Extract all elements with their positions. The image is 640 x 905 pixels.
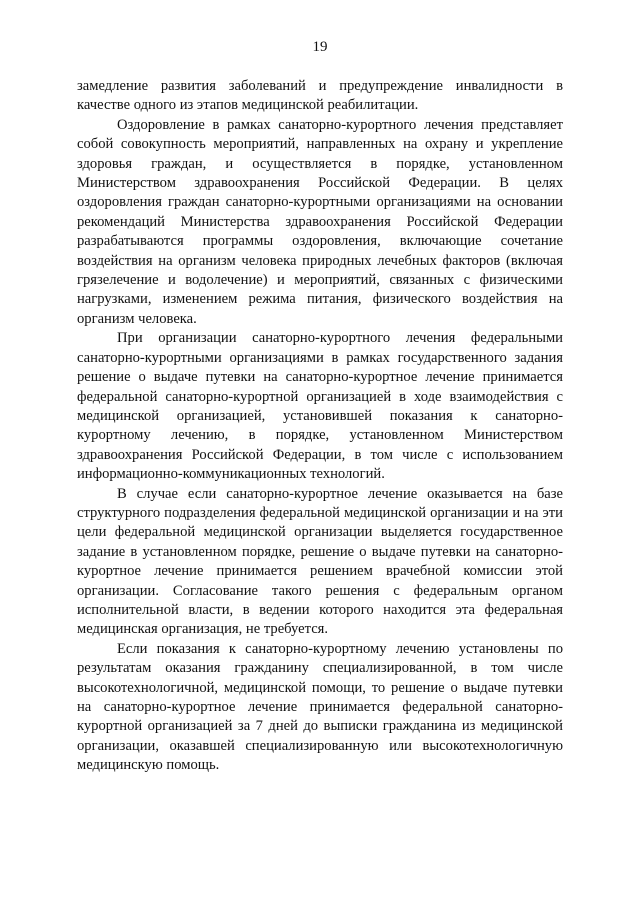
page-number: 19 [312,39,328,55]
paragraph-specialized-care: Если показания к санаторно-курортному лечению установлены по результатам оказания гражданину специализированной, в том числе высокотехнологичной, медицинской помощи, то решение о выдаче путевки на санаторно-курортное лечение принимается федеральной санаторно-курортной организацией за 7 дней до выписки гражданина из медицинской организации, оказавшей специализированную или высокотехнологичную медицинскую помощь. [77,640,563,774]
document-body [77,77,563,776]
paragraph-health-improvement: Оздоровление в рамках санаторно-курортного лечения представляет собой совокупность мероприятий, направленных на охрану и укрепление здоровья граждан, и осуществляется в порядке, установленном Министерством здравоохранения Российской Федерации. В целях оздоровления граждан санаторно-курортными организациями на основании рекомендаций Министерства здравоохранения Российской Федерации разрабатываются программы оздоровления, включающие сочетание воздействия на организм человека природных лечебных факторов (включая грязелечение и водолечение) и мероприятий, связанных с физическими нагрузками, изменением режима питания, физического воздействия на организм человека. [77,116,563,327]
paragraph-structural-division: В случае если санаторно-курортное лечение оказывается на базе структурного подразделения федеральной медицинской организации и на эти цели федеральной медицинской организации выделяется государственное задание в установленном порядке, решение о выдаче путевки на санаторно-курортное лечение принимается решением врачебной комиссии этой организации. Согласование такого решения с федеральным органом исполнительной власти, в ведении которого находится эта федеральная медицинская организация, не требуется. [77,485,563,638]
paragraph-continuation: замедление развития заболеваний и предупреждение инвалидности в качестве одного из этапов медицинской реабилитации. [77,78,563,114]
paragraph-federal-organizations: При организации санаторно-курортного лечения федеральными санаторно-курортными организациями в рамках государственного задания решение о выдаче путевки на санаторно-курортное лечение принимается федеральной санаторно-курортной организацией в ходе взаимодействия с медицинской организацией, установившей показания к санаторно-курортному лечению, в порядке, установленном Министерством здравоохранения Российской Федерации, в том числе с использованием информационно-коммуникационных технологий. [77,330,563,483]
